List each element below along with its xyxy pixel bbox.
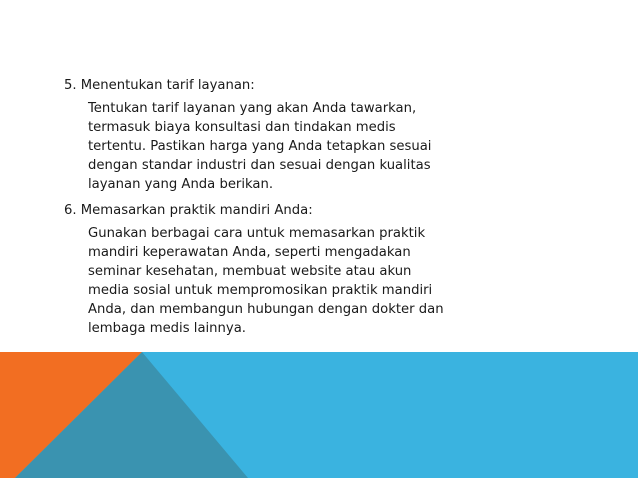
body-line: layanan yang Anda berikan. <box>88 177 274 192</box>
item-heading-5: 5. Menentukan tarif layanan: <box>64 78 255 93</box>
body-line: Tentukan tarif layanan yang akan Anda tawarkan, <box>88 101 417 116</box>
body-line: termasuk biaya konsultasi dan tindakan medis <box>88 120 396 135</box>
slide-content <box>64 76 444 345</box>
item-body-6 <box>88 224 444 338</box>
body-line: tertentu. Pastikan harga yang Anda tetapkan sesuai <box>88 139 432 154</box>
item-body-5 <box>88 99 432 194</box>
body-line: Anda, dan membangun hubungan dengan dokter dan <box>88 302 444 317</box>
item-heading-6: 6. Memasarkan praktik mandiri Anda: <box>64 203 313 218</box>
body-line: media sosial untuk mempromosikan praktik mandiri <box>88 283 433 298</box>
body-line: mandiri keperawatan Anda, seperti mengadakan <box>88 245 411 260</box>
body-line: Gunakan berbagai cara untuk memasarkan praktik <box>88 226 426 241</box>
body-line: seminar kesehatan, membuat website atau akun <box>88 264 412 279</box>
body-line: dengan standar industri dan sesuai dengan kualitas <box>88 158 431 173</box>
body-line: lembaga medis lainnya. <box>88 321 246 336</box>
decorative-footer-band <box>0 352 638 478</box>
